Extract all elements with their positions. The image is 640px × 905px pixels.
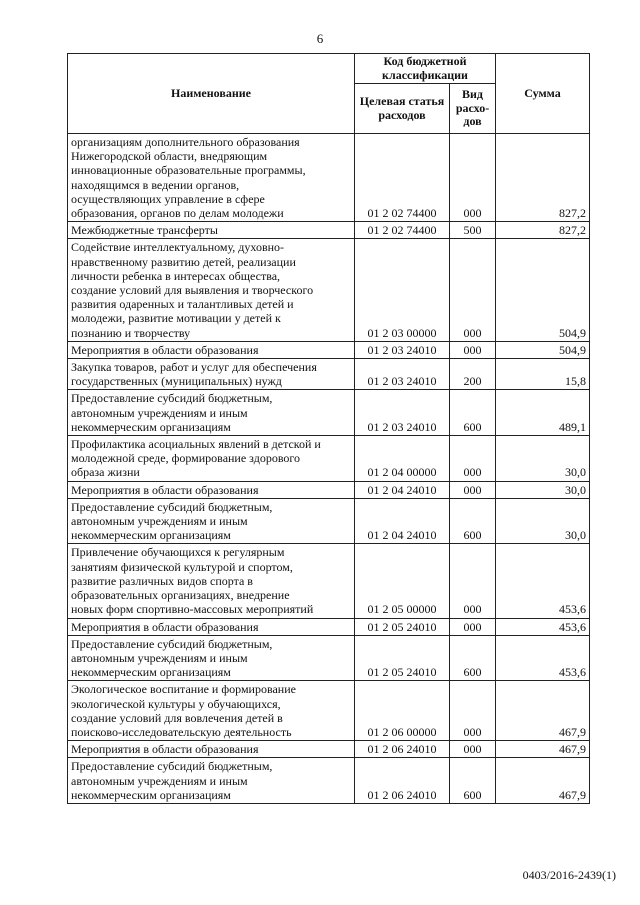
row-expense-type: 000	[450, 239, 496, 341]
row-expense-type: 000	[450, 681, 496, 741]
row-name: Содействие интеллектуальному, духовно- нравственному развитию детей, реализации личности ребенка в интересах общества, создание условий для выявления и творческого развития одаренных и талантливых детей и молодежи, развитие мотивации у детей к познанию и творчеству	[68, 239, 355, 341]
header-expense-type: Вид расхо- дов	[450, 84, 496, 134]
row-expense-type: 000	[450, 134, 496, 222]
row-expense-type: 200	[450, 359, 496, 390]
table-row	[68, 134, 590, 222]
row-name: Мероприятия в области образования	[68, 618, 355, 635]
row-target-article: 01 2 05 24010	[355, 618, 450, 635]
row-expense-type: 000	[450, 436, 496, 482]
table-row	[68, 341, 590, 358]
header-sum: Сумма	[496, 54, 590, 134]
row-target-article: 01 2 05 24010	[355, 635, 450, 681]
header-row	[68, 54, 590, 84]
row-sum: 30,0	[496, 481, 590, 498]
row-target-article: 01 2 02 74400	[355, 222, 450, 239]
row-target-article: 01 2 06 24010	[355, 741, 450, 758]
row-name: Предоставление субсидий бюджетным, автономным учреждениям и иным некоммерческим организациям	[68, 390, 355, 436]
row-target-article: 01 2 06 00000	[355, 681, 450, 741]
row-name: Мероприятия в области образования	[68, 341, 355, 358]
row-name: Предоставление субсидий бюджетным, автономным учреждениям и иным некоммерческим организациям	[68, 758, 355, 804]
row-name: Мероприятия в области образования	[68, 481, 355, 498]
row-target-article: 01 2 04 24010	[355, 498, 450, 544]
budget-table	[67, 53, 590, 804]
row-name: Предоставление субсидий бюджетным, автономным учреждениям и иным некоммерческим организациям	[68, 498, 355, 544]
table-row	[68, 635, 590, 681]
row-sum: 504,9	[496, 341, 590, 358]
row-expense-type: 600	[450, 758, 496, 804]
table-row	[68, 758, 590, 804]
header-target-article: Целевая статья расходов	[355, 84, 450, 134]
table-row	[68, 741, 590, 758]
table-row	[68, 544, 590, 618]
row-expense-type: 000	[450, 741, 496, 758]
row-target-article: 01 2 04 24010	[355, 481, 450, 498]
row-expense-type: 000	[450, 341, 496, 358]
row-sum: 453,6	[496, 618, 590, 635]
table-row	[68, 436, 590, 482]
row-sum: 489,1	[496, 390, 590, 436]
row-expense-type: 000	[450, 481, 496, 498]
row-name: Мероприятия в области образования	[68, 741, 355, 758]
table-body	[68, 134, 590, 804]
row-target-article: 01 2 06 24010	[355, 758, 450, 804]
table-row	[68, 498, 590, 544]
table-row	[68, 481, 590, 498]
table-row	[68, 681, 590, 741]
row-sum: 453,6	[496, 544, 590, 618]
row-target-article: 01 2 03 24010	[355, 341, 450, 358]
table-row	[68, 239, 590, 341]
row-name: Профилактика асоциальных явлений в детской и молодежной среде, формирование здорового образа жизни	[68, 436, 355, 482]
document-code: 0403/2016-2439(1)	[522, 868, 616, 882]
row-expense-type: 500	[450, 222, 496, 239]
row-name: Экологическое воспитание и формирование экологической культуры у обучающихся, создание условий для вовлечения детей в поисково-исследовательскую деятельность	[68, 681, 355, 741]
table-row	[68, 222, 590, 239]
row-expense-type: 000	[450, 618, 496, 635]
row-name: организациям дополнительного образования Нижегородской области, внедряющим инновационные образовательные программы, находящимся в ведении органов, осуществляющих управление в сфере образования, органов по делам молодежи	[68, 134, 355, 222]
row-sum: 15,8	[496, 359, 590, 390]
row-target-article: 01 2 03 00000	[355, 239, 450, 341]
row-sum: 827,2	[496, 134, 590, 222]
row-target-article: 01 2 02 74400	[355, 134, 450, 222]
header-name: Наименование	[68, 54, 355, 134]
row-expense-type: 600	[450, 635, 496, 681]
row-sum: 504,9	[496, 239, 590, 341]
row-sum: 827,2	[496, 222, 590, 239]
row-sum: 453,6	[496, 635, 590, 681]
row-name: Закупка товаров, работ и услуг для обеспечения государственных (муниципальных) нужд	[68, 359, 355, 390]
row-name: Привлечение обучающихся к регулярным занятиям физической культурой и спортом, развитие различных видов спорта в образовательных организациях, внедрение новых форм спортивно-массовых мероприятий	[68, 544, 355, 618]
row-target-article: 01 2 05 00000	[355, 544, 450, 618]
table-row	[68, 618, 590, 635]
row-sum: 30,0	[496, 436, 590, 482]
page-number: 6	[316, 31, 324, 46]
row-sum: 467,9	[496, 741, 590, 758]
row-name: Межбюджетные трансферты	[68, 222, 355, 239]
table-row	[68, 359, 590, 390]
row-sum: 30,0	[496, 498, 590, 544]
row-sum: 467,9	[496, 681, 590, 741]
row-expense-type: 000	[450, 544, 496, 618]
header-budget-code: Код бюджетной классификации	[355, 54, 496, 84]
row-target-article: 01 2 04 00000	[355, 436, 450, 482]
row-expense-type: 600	[450, 498, 496, 544]
row-target-article: 01 2 03 24010	[355, 390, 450, 436]
row-name: Предоставление субсидий бюджетным, автономным учреждениям и иным некоммерческим организациям	[68, 635, 355, 681]
row-target-article: 01 2 03 24010	[355, 359, 450, 390]
table-row	[68, 390, 590, 436]
row-sum: 467,9	[496, 758, 590, 804]
row-expense-type: 600	[450, 390, 496, 436]
